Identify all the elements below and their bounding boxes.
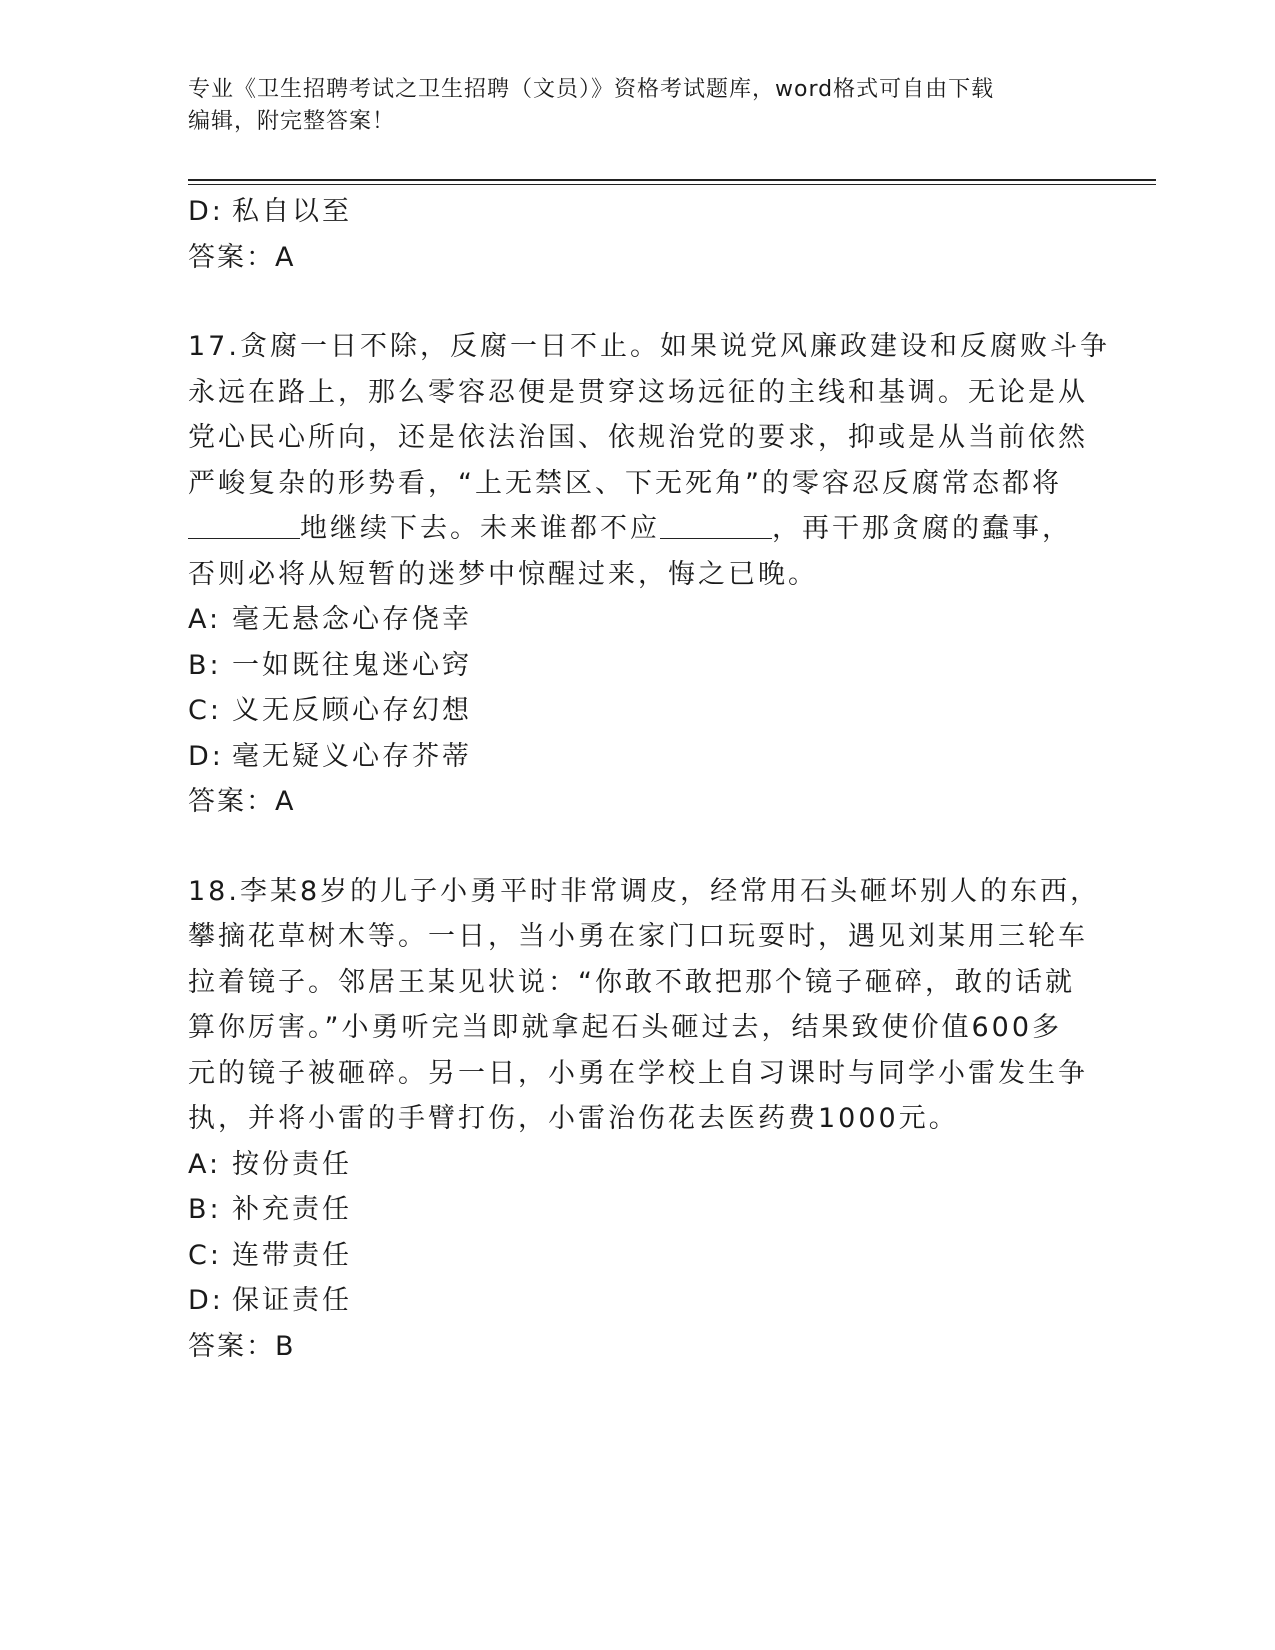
q17-option-b [188,643,1068,689]
prev-option-d [188,189,1068,235]
q17-option-a [188,597,1068,643]
question-line: 严峻复杂的形势看，“上无禁区、下无死角”的零容忍反腐常态都将 [188,467,1062,499]
option-text: 毫无悬念心存侥幸 [232,604,472,635]
option-text: 连带责任 [232,1239,352,1271]
question-line: 17.贪腐一日不除，反腐一日不止。如果说党风廉政建设和反腐败斗争 [188,331,1110,362]
option-key: C: [188,695,222,726]
option-key: D: [188,740,224,772]
q18-option-a [188,1142,1068,1188]
question-line: 攀摘花草树木等。一日，当小勇在家门口玩耍时，遇见刘某用三轮车 [188,921,1088,952]
header-line-1: 专业《卫生招聘考试之卫生招聘（文员）》资格考试题库，word格式可自由下载 [188,77,995,102]
option-key: D: [188,196,224,227]
q18-option-c [188,1233,1068,1279]
option-text: 一如既往鬼迷心窍 [232,649,472,681]
header-rule-thin [188,184,1156,185]
page-header [188,74,1088,138]
question-line: 否则必将从短暂的迷梦中惊醒过来，悔之已晚。 [188,558,818,590]
spacer [188,825,1068,869]
question-line: 执，并将小雷的手臂打伤，小雷治伤花去医药费1000元。 [188,1103,959,1134]
q18-option-b [188,1187,1068,1233]
option-text: 私自以至 [232,196,352,227]
option-text: 按份责任 [232,1148,352,1180]
q18-option-d [188,1278,1068,1324]
question-line: 18.李某8岁的儿子小勇平时非常调皮，经常用石头砸坏别人的东西， [188,875,1101,907]
question-17 [188,324,1110,597]
option-key: A: [188,604,222,635]
fill-in-blank [660,508,772,539]
option-text: 补充责任 [232,1194,352,1225]
question-line-with-blanks [188,506,1072,552]
q17-answer: 答案：A [188,786,296,817]
fill-in-blank [188,508,300,539]
option-key: A: [188,1148,222,1180]
question-line: 元的镜子被砸碎。另一日，小勇在学校上自习课时与同学小雷发生争 [188,1057,1088,1089]
option-key: C: [188,1239,222,1271]
option-text: 保证责任 [232,1285,352,1316]
q17-option-c [188,688,1068,734]
q17-option-d [188,734,1068,780]
spacer [188,280,1068,324]
header-line-2: 编辑，附完整答案！ [188,109,396,134]
document-content [188,189,1110,1369]
question-18 [188,869,1101,1142]
question-line: 拉着镜子。邻居王某见状说：“你敢不敢把那个镜子砸碎，敢的话就 [188,966,1075,998]
option-key: B: [188,1194,222,1225]
option-key: D: [188,1285,224,1316]
q18-answer: 答案：B [188,1330,296,1362]
prev-answer: 答案：A [188,241,296,273]
question-line: 永远在路上，那么零容忍便是贯穿这场远征的主线和基调。无论是从 [188,376,1088,408]
option-key: B: [188,649,222,681]
option-text: 义无反顾心存幻想 [232,695,472,726]
question-line: 党心民心所向，还是依法治国、依规治党的要求，抑或是从当前依然 [188,422,1088,453]
question-text-segment: 地继续下去。未来谁都不应 [300,513,660,544]
question-text-segment: ，再干那贪腐的蠢事， [772,513,1072,544]
question-line: 算你厉害。”小勇听完当即就拿起石头砸过去，结果致使价值600多 [188,1012,1063,1043]
option-text: 毫无疑义心存芥蒂 [232,740,472,772]
header-rule-thick [188,179,1156,181]
